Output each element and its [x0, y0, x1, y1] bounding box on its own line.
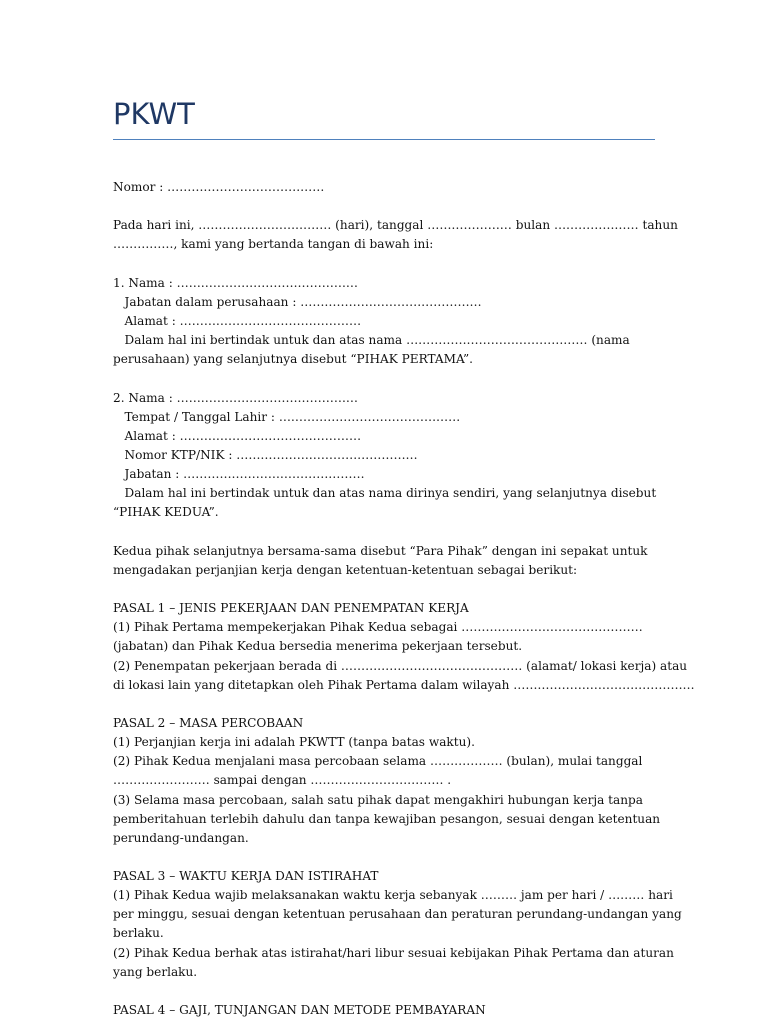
- document-line: Pada hari ini, …………………………… (hari), tanggal ………………… bulan ………………… tahun: [113, 218, 678, 233]
- document-line: Dalam hal ini bertindak untuk dan atas nama ……………………………………… (nama: [113, 333, 630, 348]
- document-line: Nomor : …………………………………: [113, 180, 325, 194]
- document-line: (1) Perjanjian kerja ini adalah PKWTT (tanpa batas waktu).: [113, 735, 475, 750]
- document-line: (jabatan) dan Pihak Kedua bersedia menerima pekerjaan tersebut.: [113, 639, 523, 654]
- document-line: perusahaan) yang selanjutnya disebut “PIHAK PERTAMA”.: [113, 352, 473, 367]
- document-line: Alamat : ………………………………………: [113, 428, 362, 443]
- document-line: perundang-undangan.: [113, 830, 249, 845]
- title-divider: [113, 139, 655, 140]
- document-line: (2) Penempatan pekerjaan berada di ……………………………………… (alamat/ lokasi kerja) atau: [113, 658, 688, 673]
- document-line: Jabatan dalam perusahaan : ………………………………………: [113, 294, 482, 309]
- document-line: PASAL 3 – WAKTU KERJA DAN ISTIRAHAT: [113, 869, 379, 884]
- document-line: Tempat / Tanggal Lahir : ………………………………………: [113, 409, 461, 424]
- paragraph-spacer: [113, 197, 658, 216]
- document-line: yang berlaku.: [113, 964, 198, 979]
- paragraph-spacer: [113, 695, 658, 714]
- document-line: Alamat : ………………………………………: [113, 313, 362, 328]
- paragraph-spacer: [113, 982, 658, 1001]
- paragraph-spacer: [113, 369, 658, 388]
- paragraph-spacer: [113, 255, 658, 274]
- document-line: ……………, kami yang bertanda tangan di bawah ini:: [113, 237, 434, 252]
- document-line: per minggu, sesuai dengan ketentuan perusahaan dan peraturan perundang-undangan yang: [113, 907, 682, 922]
- document-line: PASAL 1 – JENIS PEKERJAAN DAN PENEMPATAN KERJA: [113, 601, 469, 616]
- paragraph-spacer: [113, 580, 658, 599]
- document-line: (3) Selama masa percobaan, salah satu pihak dapat mengakhiri hubungan kerja tanpa: [113, 792, 643, 807]
- document-line: pemberitahuan terlebih dahulu dan tanpa kewajiban pesangon, sesuai dengan ketentuan: [113, 811, 661, 826]
- document-line: …………………… sampai dengan …………………………… .: [113, 773, 452, 788]
- document-line: Dalam hal ini bertindak untuk dan atas nama dirinya sendiri, yang selanjutnya disebut: [113, 486, 657, 501]
- document-line: (1) Pihak Pertama mempekerjakan Pihak Kedua sebagai ………………………………………: [113, 620, 643, 635]
- document-line: (2) Pihak Kedua menjalani masa percobaan selama ……………… (bulan), mulai tanggal: [113, 754, 643, 769]
- document-line: berlaku.: [113, 926, 164, 941]
- document-line: mengadakan perjanjian kerja dengan ketentuan-ketentuan sebagai berikut:: [113, 562, 578, 577]
- paragraph-spacer: [113, 848, 658, 867]
- document-line: Kedua pihak selanjutnya bersama-sama disebut “Para Pihak” dengan ini sepakat untuk: [113, 543, 648, 558]
- document-line: (1) Pihak Kedua wajib melaksanakan waktu kerja sebanyak ……… jam per hari / ……… hari: [113, 888, 673, 903]
- document-line: PASAL 4 – GAJI, TUNJANGAN DAN METODE PEMBAYARAN: [113, 1003, 486, 1018]
- document-line: (2) Pihak Kedua berhak atas istirahat/hari libur sesuai kebijakan Pihak Pertama dan aturan: [113, 945, 674, 960]
- document-line: “PIHAK KEDUA”.: [113, 505, 219, 520]
- document-line: di lokasi lain yang ditetapkan oleh Pihak Pertama dalam wilayah ………………………………………: [113, 677, 695, 692]
- document-line: 2. Nama : ………………………………………: [113, 390, 359, 405]
- document-line: PASAL 2 – MASA PERCOBAAN: [113, 715, 304, 730]
- document-title: PKWT: [113, 97, 195, 131]
- document-line: 1. Nama : ………………………………………: [113, 275, 359, 290]
- document-line: Jabatan : ………………………………………: [113, 467, 365, 482]
- paragraph-spacer: [113, 523, 658, 542]
- document-body: [113, 178, 695, 1020]
- document-line: Nomor KTP/NIK : ………………………………………: [113, 447, 418, 462]
